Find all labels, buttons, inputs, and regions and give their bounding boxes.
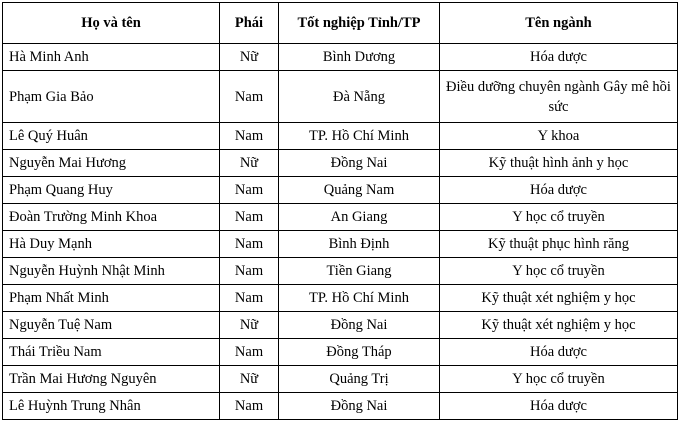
cell-province: Bình Dương <box>279 44 440 71</box>
cell-gender: Nữ <box>220 150 279 177</box>
cell-gender: Nam <box>220 123 279 150</box>
cell-full-name: Phạm Gia Bảo <box>3 71 220 123</box>
graduates-table <box>2 2 678 420</box>
cell-province: Đồng Tháp <box>279 339 440 366</box>
table-row <box>3 312 678 339</box>
cell-province: TP. Hồ Chí Minh <box>279 123 440 150</box>
header-major: Tên ngành <box>440 3 678 44</box>
cell-full-name: Lê Huỳnh Trung Nhân <box>3 393 220 420</box>
cell-major: Y khoa <box>440 123 678 150</box>
cell-full-name: Nguyễn Mai Hương <box>3 150 220 177</box>
cell-gender: Nam <box>220 285 279 312</box>
cell-gender: Nữ <box>220 312 279 339</box>
cell-major: Hóa dược <box>440 177 678 204</box>
cell-province: Đà Nẵng <box>279 71 440 123</box>
cell-gender: Nam <box>220 177 279 204</box>
cell-full-name: Nguyễn Huỳnh Nhật Minh <box>3 258 220 285</box>
cell-gender: Nam <box>220 393 279 420</box>
cell-province: An Giang <box>279 204 440 231</box>
cell-major: Điều dưỡng chuyên ngành Gây mê hồi sức <box>440 71 678 123</box>
cell-province: Bình Định <box>279 231 440 258</box>
cell-gender: Nam <box>220 231 279 258</box>
cell-major: Hóa dược <box>440 44 678 71</box>
cell-gender: Nữ <box>220 44 279 71</box>
table-row <box>3 123 678 150</box>
table-row <box>3 204 678 231</box>
cell-full-name: Lê Quý Huân <box>3 123 220 150</box>
table-row <box>3 44 678 71</box>
table-row <box>3 366 678 393</box>
table-row <box>3 231 678 258</box>
table-row <box>3 393 678 420</box>
cell-major: Y học cổ truyền <box>440 204 678 231</box>
cell-major: Kỹ thuật hình ảnh y học <box>440 150 678 177</box>
cell-province: TP. Hồ Chí Minh <box>279 285 440 312</box>
cell-gender: Nam <box>220 71 279 123</box>
cell-major: Hóa dược <box>440 339 678 366</box>
cell-full-name: Phạm Nhất Minh <box>3 285 220 312</box>
cell-major: Hóa dược <box>440 393 678 420</box>
cell-full-name: Phạm Quang Huy <box>3 177 220 204</box>
cell-gender: Nam <box>220 339 279 366</box>
cell-full-name: Đoàn Trường Minh Khoa <box>3 204 220 231</box>
cell-major: Kỹ thuật xét nghiệm y học <box>440 312 678 339</box>
cell-province: Đồng Nai <box>279 393 440 420</box>
cell-province: Tiền Giang <box>279 258 440 285</box>
table-row <box>3 177 678 204</box>
table-row <box>3 71 678 123</box>
cell-full-name: Thái Triều Nam <box>3 339 220 366</box>
cell-major: Y học cổ truyền <box>440 258 678 285</box>
table-header-row <box>3 3 678 44</box>
cell-gender: Nam <box>220 204 279 231</box>
cell-gender: Nam <box>220 258 279 285</box>
cell-province: Quảng Trị <box>279 366 440 393</box>
cell-major: Kỹ thuật xét nghiệm y học <box>440 285 678 312</box>
table-row <box>3 285 678 312</box>
header-gender: Phái <box>220 3 279 44</box>
table-row <box>3 258 678 285</box>
cell-full-name: Trần Mai Hương Nguyên <box>3 366 220 393</box>
cell-full-name: Hà Minh Anh <box>3 44 220 71</box>
cell-province: Đồng Nai <box>279 150 440 177</box>
cell-gender: Nữ <box>220 366 279 393</box>
cell-major: Kỹ thuật phục hình răng <box>440 231 678 258</box>
cell-full-name: Nguyễn Tuệ Nam <box>3 312 220 339</box>
header-graduated-province: Tốt nghiệp Tỉnh/TP <box>279 3 440 44</box>
cell-province: Đồng Nai <box>279 312 440 339</box>
cell-full-name: Hà Duy Mạnh <box>3 231 220 258</box>
table-row <box>3 150 678 177</box>
cell-province: Quảng Nam <box>279 177 440 204</box>
table-row <box>3 339 678 366</box>
cell-major: Y học cổ truyền <box>440 366 678 393</box>
header-full-name: Họ và tên <box>3 3 220 44</box>
